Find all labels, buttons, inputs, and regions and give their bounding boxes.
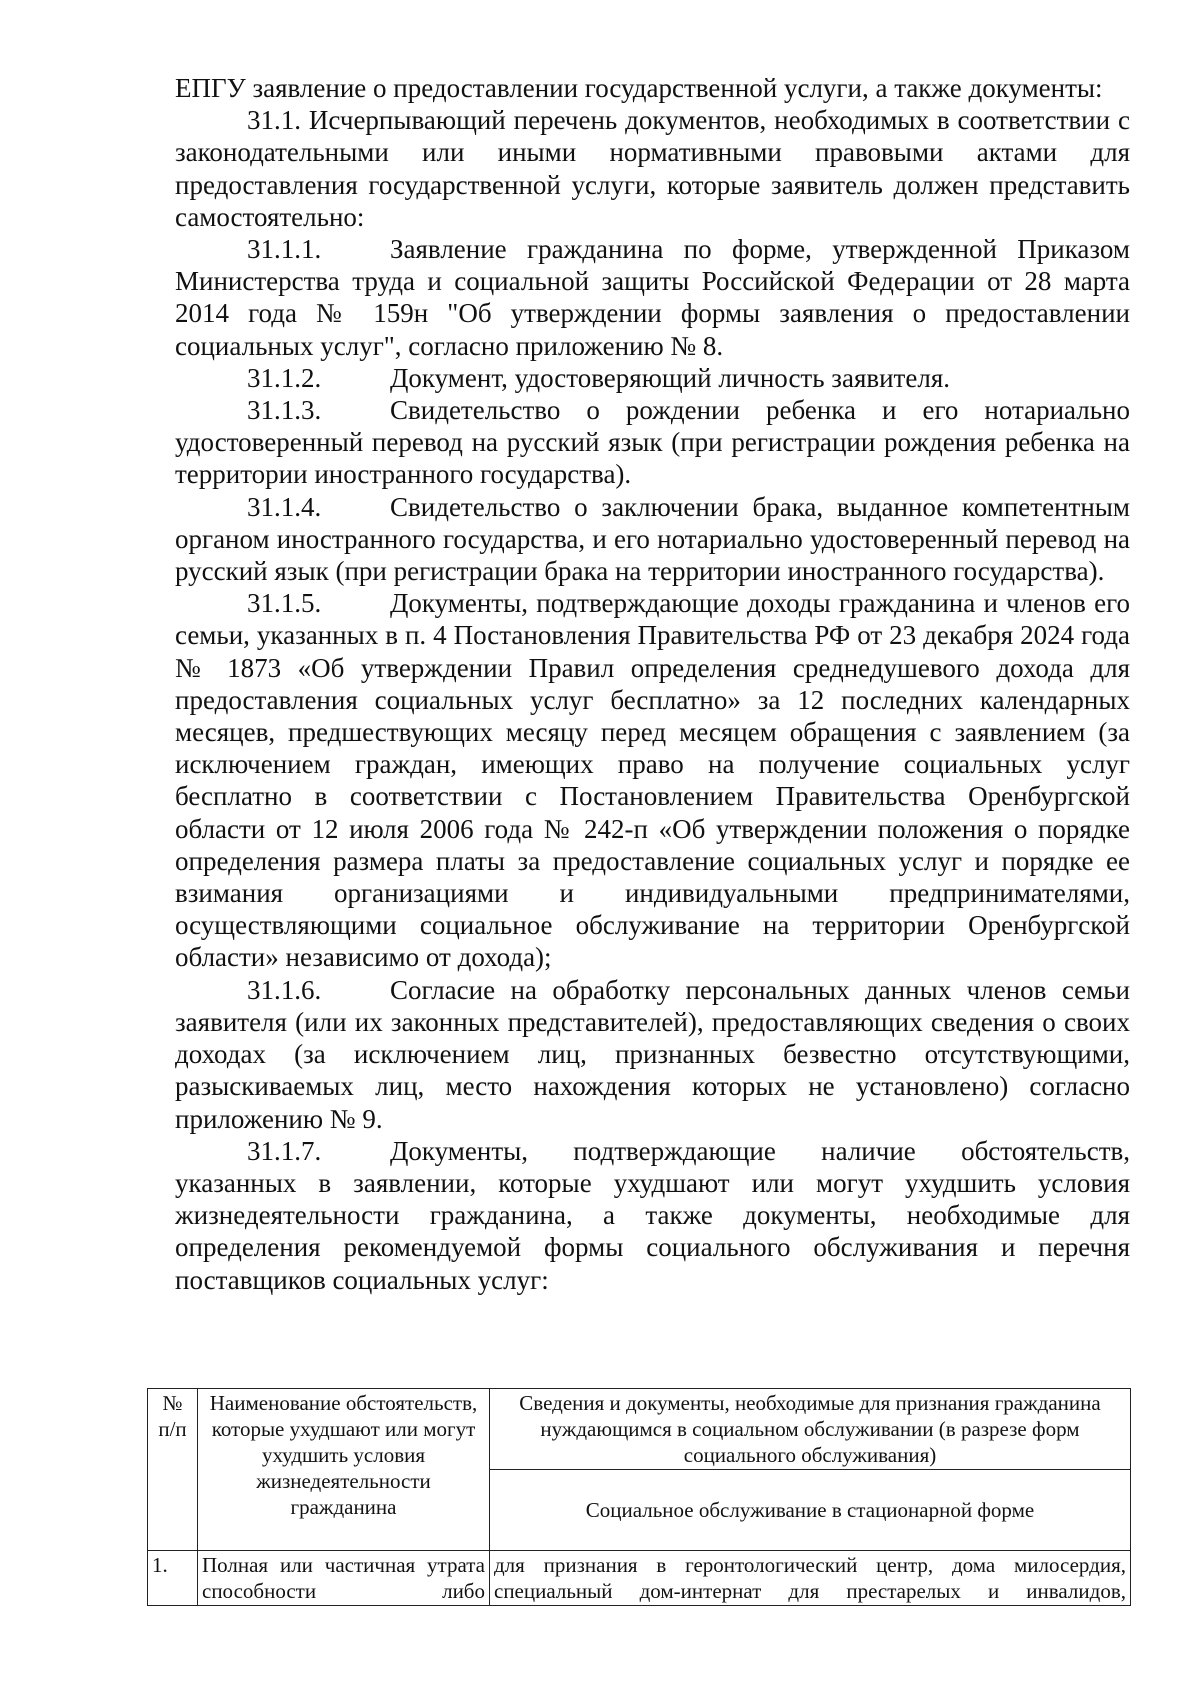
item-31-1-1 bbox=[175, 233, 1130, 362]
document-body bbox=[175, 72, 1130, 1296]
item-text: Документы, подтверждающие доходы гражданина и членов его семьи, указанных в п. 4 Постановления Правительства РФ от 23 декабря 2024 года № 1873 «Об утверждении Правил определения среднедушевого дохода для предоставления социальных услуг бесплатно» за 12 последних календарных месяцев, предшествующих месяцу перед месяцем обращения с заявлением (за исключением граждан, имеющих право на получение социальных услуг бесплатно в соответствии с Постановлением Правительства Оренбургской области от 12 июля 2006 года № 242-п «Об утверждении положения о порядке определения размера платы за предоставление социальных услуг и порядке ее взимания организациями и индивидуальными предпринимателями, осуществляющими социальное обслуживание на территории Оренбургской области» независимо от дохода); bbox=[175, 588, 1130, 973]
item-text: Свидетельство о заключении брака, выданное компетентным органом иностранного государства, и его нотариально удостоверенный перевод на русский язык (при регистрации брака на территории иностранного государства). bbox=[175, 491, 1130, 587]
item-number: 31.1.2. bbox=[247, 362, 322, 393]
row-circumstance-cell: Полная или частичная утрата способности либо bbox=[198, 1551, 490, 1606]
item-number: 31.1.7. bbox=[247, 1135, 322, 1166]
item-number: 31.1.6. bbox=[247, 974, 322, 1005]
paragraph-31-1: 31.1. Исчерпывающий перечень документов, необходимых в соответствии с законодательными или иными нормативными правовыми актами для предоставления государственной услуги, которые заявитель должен представить самостоятельно: bbox=[175, 105, 1130, 232]
item-number: 31.1.1. bbox=[247, 234, 322, 265]
header-docs-cell: Сведения и документы, необходимые для признания гражданина нуждающимся в социальном обслуживании (в разрезе форм социального обслуживания) bbox=[490, 1389, 1131, 1470]
header-docs-sub-cell: Социальное обслуживание в стационарной форме bbox=[490, 1470, 1131, 1551]
row-num-cell: 1. bbox=[148, 1551, 198, 1606]
circumstances-table bbox=[147, 1388, 1131, 1606]
item-text: Документ, удостоверяющий личность заявителя. bbox=[390, 362, 950, 393]
item-number: 31.1.3. bbox=[247, 395, 322, 426]
item-number: 31.1.5. bbox=[247, 588, 322, 619]
item-31-1-2 bbox=[175, 362, 1130, 394]
item-text: Документы, подтверждающие наличие обстоятельств, указанных в заявлении, которые ухудшают или могут ухудшить условия жизнедеятельности гражданина, а также документы, необходимые для определения рекомендуемой формы социального обслуживания и перечня поставщиков социальных услуг: bbox=[175, 1135, 1130, 1295]
table-row bbox=[148, 1551, 1131, 1606]
item-text: Свидетельство о рождении ребенка и его нотариально удостоверенный перевод на русский язык (при регистрации рождения ребенка на территории иностранного государства). bbox=[175, 395, 1130, 490]
item-text: Заявление гражданина по форме, утвержденной Приказом Министерства труда и социальной защиты Российской Федерации от 28 марта 2014 года № 159н "Об утверждении формы заявления о предоставлении социальных услуг", согласно приложению № 8. bbox=[175, 234, 1130, 361]
table-header-row bbox=[148, 1389, 1131, 1470]
item-text: Согласие на обработку персональных данных членов семьи заявителя (или их законных представителей), предоставляющих сведения о своих доходах (за исключением лиц, признанных безвестно отсутствующими, разыскиваемых лиц, место нахождения которых не установлено) согласно приложению № 9. bbox=[175, 974, 1130, 1134]
item-31-1-6 bbox=[175, 974, 1130, 1135]
header-circumstance-cell: Наименование обстоятельств, которые ухудшают или могут ухудшить условия жизнедеятельности гражданина bbox=[198, 1389, 490, 1551]
item-31-1-7 bbox=[175, 1135, 1130, 1296]
item-31-1-3 bbox=[175, 394, 1130, 491]
intro-paragraph: ЕПГУ заявление о предоставлении государственной услуги, а также документы: bbox=[175, 73, 1103, 103]
row-docs-cell: для признания в геронтологический центр, дома милосердия, специальный дом-интернат для престарелых и инвалидов, bbox=[490, 1551, 1131, 1606]
item-31-1-5 bbox=[175, 587, 1130, 973]
item-31-1-4 bbox=[175, 491, 1130, 588]
header-num-cell: № п/п bbox=[148, 1389, 198, 1551]
item-number: 31.1.4. bbox=[247, 491, 322, 522]
